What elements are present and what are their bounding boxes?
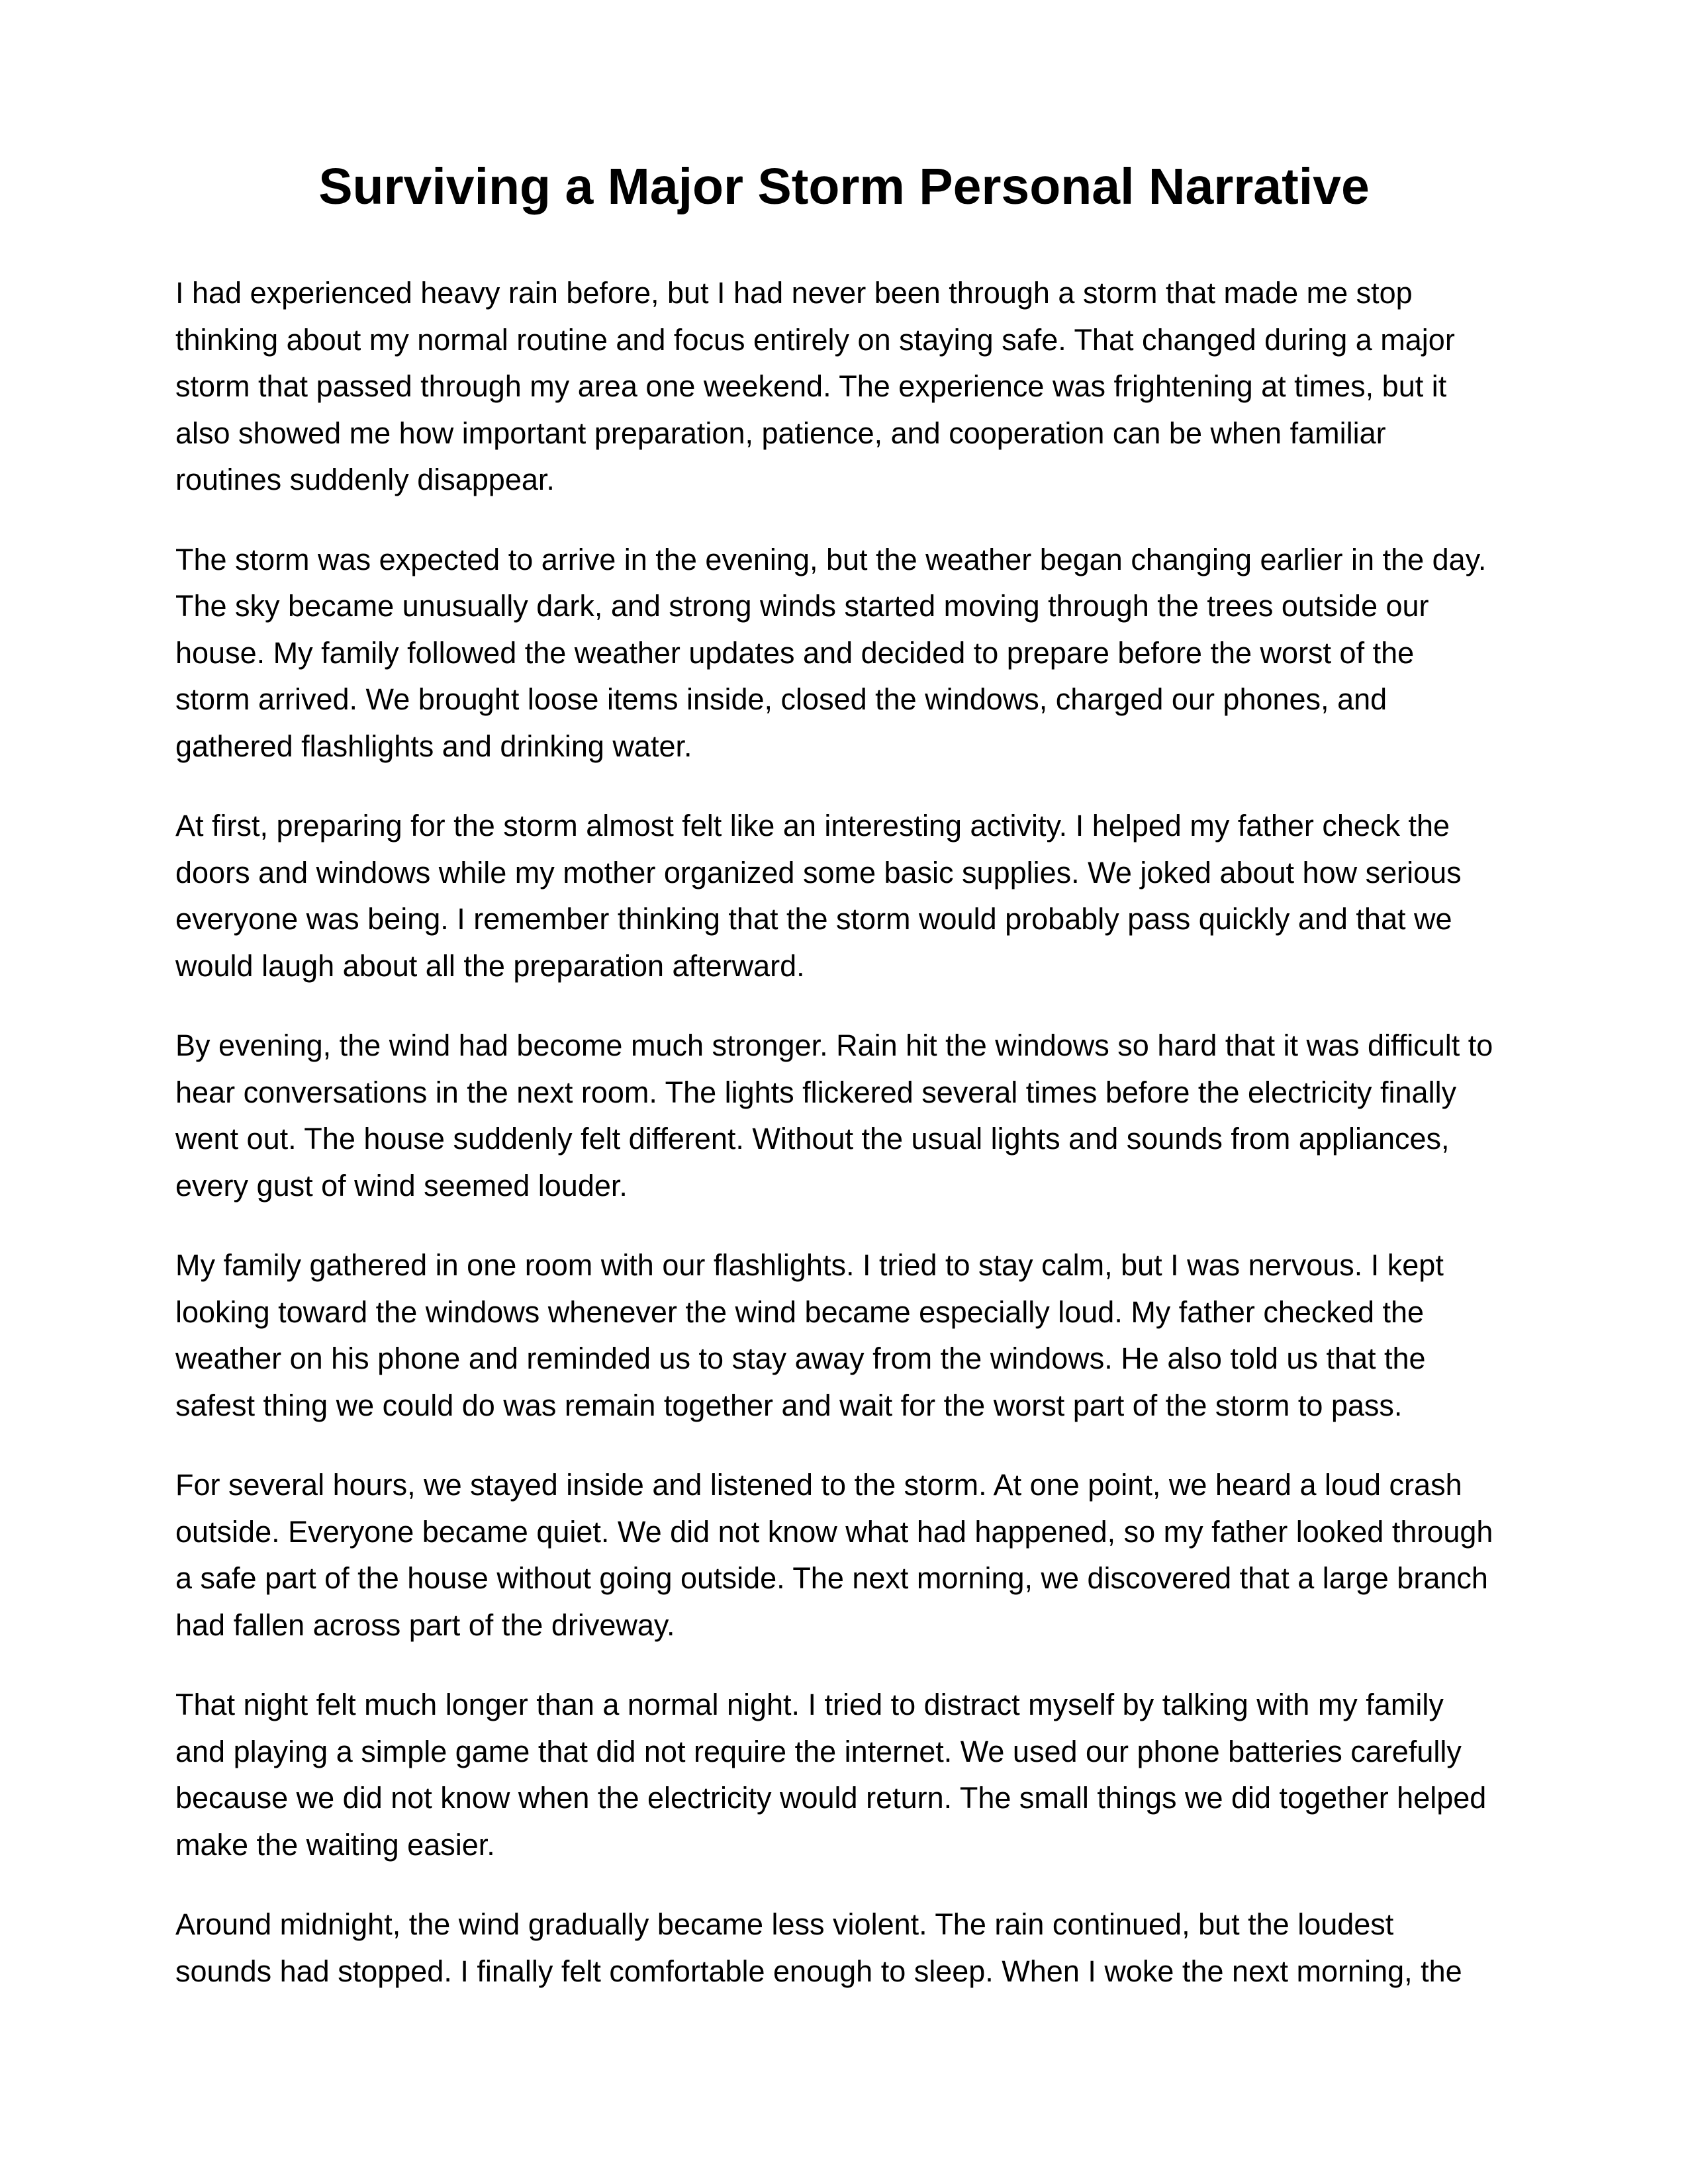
paragraph-line: hear conversations in the next room. The lights flickered several times before the electricity finally xyxy=(175,1075,1457,1109)
paragraph-line: because we did not know when the electricity would return. The small things we did together helped xyxy=(175,1781,1487,1815)
paragraph-line: had fallen across part of the driveway. xyxy=(175,1608,675,1642)
paragraph xyxy=(175,1682,1539,1868)
paragraph-line: My family gathered in one room with our flashlights. I tried to stay calm, but I was nervous. I kept xyxy=(175,1248,1444,1282)
paragraph-line: That night felt much longer than a normal night. I tried to distract myself by talking with my family xyxy=(175,1688,1444,1721)
paragraph-line: doors and windows while my mother organized some basic supplies. We joked about how serious xyxy=(175,855,1462,889)
paragraph-line: gathered flashlights and drinking water. xyxy=(175,729,692,763)
paragraph-line: The storm was expected to arrive in the evening, but the weather began changing earlier in the day. xyxy=(175,542,1487,576)
paragraph-line: looking toward the windows whenever the wind became especially loud. My father checked the xyxy=(175,1295,1425,1329)
paragraph xyxy=(175,1242,1539,1429)
paragraph-line: By evening, the wind had become much stronger. Rain hit the windows so hard that it was difficult to xyxy=(175,1028,1493,1062)
paragraph xyxy=(175,803,1539,989)
paragraph-line: weather on his phone and reminded us to stay away from the windows. He also told us that the xyxy=(175,1342,1426,1375)
paragraph-line: a safe part of the house without going outside. The next morning, we discovered that a large branch xyxy=(175,1561,1488,1595)
paragraph xyxy=(175,537,1539,770)
paragraph-line: At first, preparing for the storm almost felt like an interesting activity. I helped my father check the xyxy=(175,809,1450,842)
paragraph-line: everyone was being. I remember thinking that the storm would probably pass quickly and that we xyxy=(175,902,1452,936)
paragraph xyxy=(175,1901,1539,1995)
paragraph-line: safest thing we could do was remain together and wait for the worst part of the storm to pass. xyxy=(175,1388,1403,1422)
paragraph-line: went out. The house suddenly felt different. Without the usual lights and sounds from appliances, xyxy=(175,1122,1450,1156)
paragraph-line: and playing a simple game that did not require the internet. We used our phone batteries carefully xyxy=(175,1734,1462,1768)
paragraph-line: storm that passed through my area one weekend. The experience was frightening at times, but it xyxy=(175,369,1447,403)
document-body xyxy=(175,270,1539,2028)
paragraph-line: house. My family followed the weather updates and decided to prepare before the worst of the xyxy=(175,635,1415,670)
paragraph-line: outside. Everyone became quiet. We did not know what had happened, so my father looked through xyxy=(175,1514,1493,1549)
paragraph-line: I had experienced heavy rain before, but I had never been through a storm that made me stop xyxy=(175,276,1413,310)
paragraph-line: would laugh about all the preparation afterward. xyxy=(175,948,805,983)
paragraph-line: storm arrived. We brought loose items inside, closed the windows, charged our phones, and xyxy=(175,682,1387,716)
paragraph-line: make the waiting easier. xyxy=(175,1827,495,1862)
document-title: Surviving a Major Storm Personal Narrative xyxy=(318,158,1370,215)
paragraph-line: also showed me how important preparation, patience, and cooperation can be when familiar xyxy=(175,416,1386,450)
paragraph xyxy=(175,270,1539,504)
paragraph xyxy=(175,1023,1539,1209)
paragraph-line: The sky became unusually dark, and strong winds started moving through the trees outside our xyxy=(175,589,1429,623)
paragraph-line: For several hours, we stayed inside and listened to the storm. At one point, we heard a loud crash xyxy=(175,1468,1462,1502)
paragraph xyxy=(175,1462,1539,1649)
paragraph-line: thinking about my normal routine and focus entirely on staying safe. That changed during a major xyxy=(175,322,1455,357)
paragraph-line: sounds had stopped. I finally felt comfortable enough to sleep. When I woke the next morning, the xyxy=(175,1954,1462,1988)
paragraph-line: routines suddenly disappear. xyxy=(175,463,555,496)
paragraph-line: Around midnight, the wind gradually became less violent. The rain continued, but the loudest xyxy=(175,1907,1394,1941)
paragraph-line: every gust of wind seemed louder. xyxy=(175,1168,628,1203)
